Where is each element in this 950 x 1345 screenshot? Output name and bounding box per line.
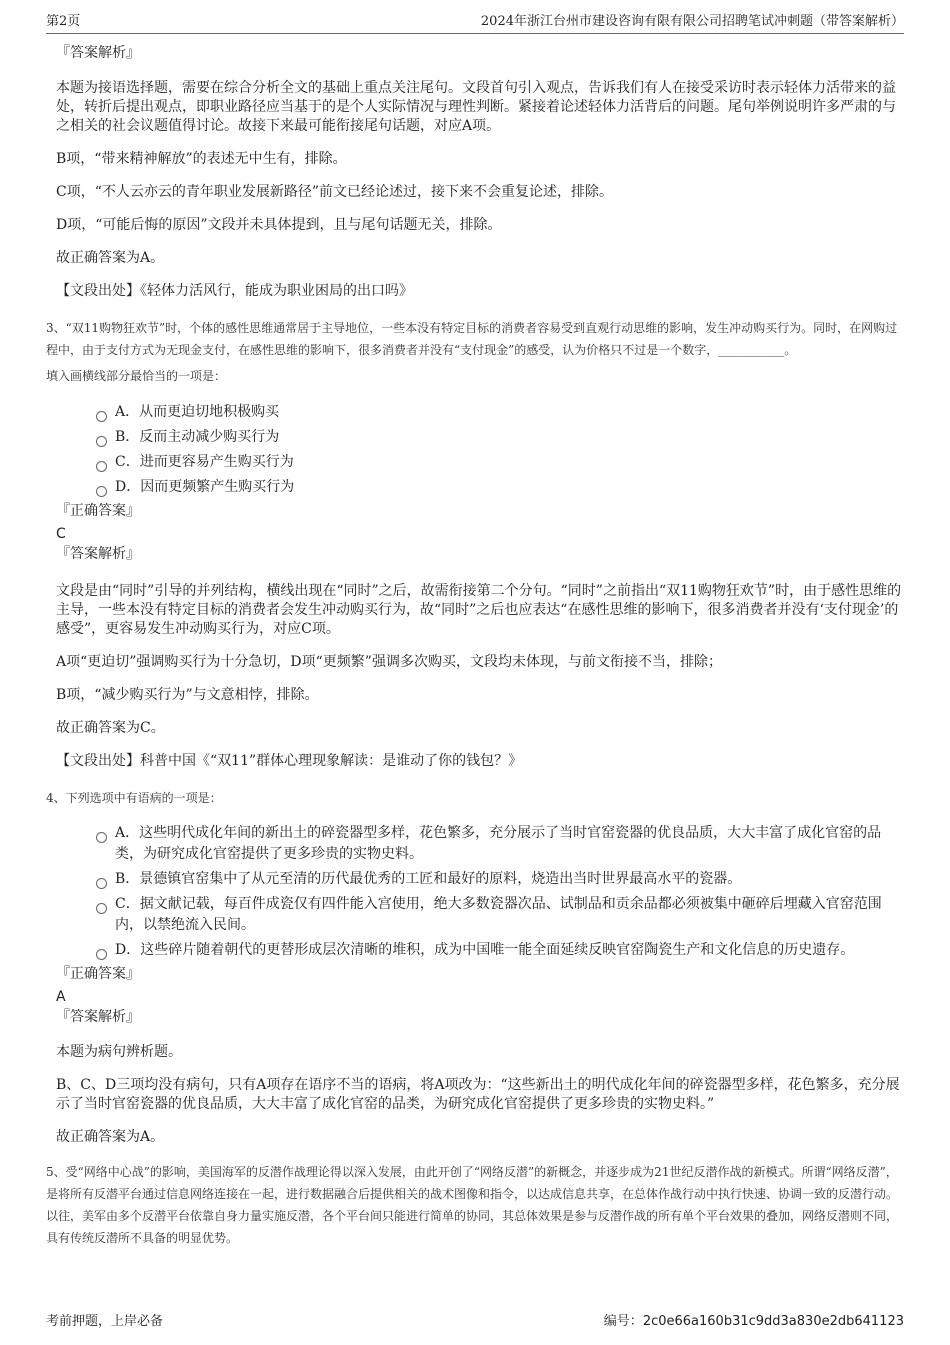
source-citation: 【文段出处】《轻体力活风行，能成为职业困局的出口吗》 <box>56 283 413 299</box>
page-number: 第2页 <box>46 14 81 29</box>
option-text: A．从而更迫切地积极购买 <box>115 404 280 420</box>
analysis-paragraph: 文段是由“同时”引导的并列结构，横线出现在“同时”之后，故需衔接第二个分句。“同时”之前指出“双11购物狂欢节”时，由于感性思维的主导，一些本没有特定目标的消费者会发生冲动购买行为，故“同时”之后也应表达“在感性思维的影响下，很多消费者并没有‘支付现金’的感受”，更容易发生冲动购买行为，对应C项。 <box>56 583 902 637</box>
radio-icon[interactable] <box>96 903 107 914</box>
question-stem: 5、受“网络中心战”的影响，美国海军的反潜作战理论得以深入发展，由此开创了“网络反潜”的新概念，并逐步成为21世纪反潜作战的新模式。所谓“网络反潜”，是将所有反潜平台通过信息网络连接在一起，进行数据融合后提供相关的战术图像和指令，以达成信息共享，在总体作战行动中执行快速、协调一致的反潜行动。以往，美军由多个反潜平台依靠自身力量实施反潜，各个平台间只能进行简单的协同，其总体效果是参与反潜作战的所有单个平台效果的叠加，网络反潜则不同，具有传统反潜所不具备的明显优势。 <box>46 1165 899 1245</box>
option-a[interactable] <box>96 823 904 865</box>
analysis-paragraph: B项，“带来精神解放”的表述无中生有，排除。 <box>56 151 347 167</box>
question-prompt: 填入画横线部分最恰当的一项是： <box>46 369 227 383</box>
analysis-paragraph: C项，“不人云亦云的青年职业发展新路径”前文已经论述过，接下来不会重复论述，排除。 <box>56 184 614 200</box>
footer-slogan: 考前押题，上岸必备 <box>46 1314 164 1329</box>
analysis-paragraph: 本题为接语选择题，需要在综合分析全文的基础上重点关注尾句。文段首句引入观点，告诉我们有人在接受采访时表示轻体力活带来的益处，转折后提出观点，即职业路径应当基于的是个人实际情况与理性判断。紧接着论述轻体力活背后的问题。尾句举例说明许多严肃的与之相关的社会议题值得讨论。故接下来最可能衔接尾句话题，对应A项。 <box>56 80 896 134</box>
correct-answer: C <box>56 526 66 542</box>
correct-answer-label: 『正确答案』 <box>56 966 140 982</box>
radio-icon[interactable] <box>96 411 107 422</box>
analysis-paragraph: 故正确答案为A。 <box>56 1129 165 1145</box>
option-text: C．据文献记载，每百件成瓷仅有四件能入宫使用，绝大多数瓷器次品、试制品和贡余品都必须被集中砸碎后埋藏入官窑范围内，以禁绝流入民间。 <box>115 896 882 933</box>
analysis-paragraph: D项，“可能后悔的原因”文段并未具体提到，且与尾句话题无关，排除。 <box>56 217 502 233</box>
analysis-paragraph: 本题为病句辨析题。 <box>56 1044 182 1060</box>
radio-icon[interactable] <box>96 832 107 843</box>
option-c[interactable] <box>96 894 904 936</box>
option-text: D．这些碎片随着朝代的更替形成层次清晰的堆积，成为中国唯一能全面延续反映官窑陶瓷生产和文化信息的历史遗存。 <box>115 942 855 958</box>
radio-icon[interactable] <box>96 436 107 447</box>
option-d[interactable] <box>96 477 904 498</box>
code-value: 2c0e66a160b31c9dd3a830e2db641123 <box>642 1314 904 1329</box>
option-text: B．景德镇官窑集中了从元至清的历代最优秀的工匠和最好的原料，烧造出当时世界最高水平的瓷器。 <box>115 871 742 887</box>
radio-icon[interactable] <box>96 878 107 889</box>
analysis-label: 『答案解析』 <box>56 1009 140 1025</box>
radio-icon[interactable] <box>96 461 107 472</box>
option-text: B．反而主动减少购买行为 <box>115 429 280 445</box>
code-label: 编号： <box>603 1314 643 1329</box>
option-c[interactable] <box>96 452 904 473</box>
radio-icon[interactable] <box>96 486 107 497</box>
document-code <box>604 1310 904 1329</box>
analysis-paragraph: B、C、D三项均没有病句，只有A项存在语序不当的语病，将A项改为：“这些新出土的明代成化年间的碎瓷器型多样，花色繁多，充分展示了当时官窑瓷器的优良品质，大大丰富了成化官窑的品类，为研究成化官窑提供了更多珍贵的实物史料。” <box>56 1077 900 1112</box>
radio-icon[interactable] <box>96 949 107 960</box>
analysis-label: 『答案解析』 <box>56 546 140 562</box>
correct-answer-label: 『正确答案』 <box>56 503 140 519</box>
page-header <box>46 0 904 34</box>
correct-answer: A <box>56 989 66 1005</box>
option-text: D．因而更频繁产生购买行为 <box>115 479 295 495</box>
option-b[interactable] <box>96 869 904 890</box>
analysis-paragraph: B项，“减少购买行为”与文意相悖，排除。 <box>56 687 319 703</box>
option-d[interactable] <box>96 940 904 961</box>
analysis-paragraph: A项“更迫切”强调购买行为十分急切，D项“更频繁”强调多次购买，文段均未体现，与前文衔接不当，排除； <box>56 654 722 670</box>
document-title: 2024年浙江台州市建设咨询有限有限公司招聘笔试冲刺题（带答案解析） <box>480 14 904 29</box>
option-b[interactable] <box>96 427 904 448</box>
page-footer <box>46 1310 904 1329</box>
option-text: A．这些明代成化年间的新出土的碎瓷器型多样，花色繁多，充分展示了当时官窑瓷器的优良品质，大大丰富了成化官窑的品类，为研究成化官窑提供了更多珍贵的实物史料。 <box>115 825 882 862</box>
page-content <box>46 44 904 1259</box>
option-text: C．进而更容易产生购买行为 <box>115 454 294 470</box>
analysis-paragraph: 故正确答案为C。 <box>56 720 165 736</box>
source-citation: 【文段出处】科普中国《“双11”群体心理现象解读：是谁动了你的钱包？》 <box>56 753 523 769</box>
option-a[interactable] <box>96 402 904 423</box>
question-stem: 4、下列选项中有语病的一项是： <box>46 791 222 805</box>
analysis-label: 『答案解析』 <box>56 45 140 61</box>
analysis-paragraph: 故正确答案为A。 <box>56 250 165 266</box>
question-stem: 3、“双11购物狂欢节”时，个体的感性思维通常居于主导地位，一些本没有特定目标的消费者容易受到直观行动思维的影响，发生冲动购买行为。同时，在网购过程中，由于支付方式为无现金支付，在感性思维的影响下，很多消费者并没有“支付现金”的感受，认为价格只不过是一个数字，___________。 <box>46 321 898 357</box>
